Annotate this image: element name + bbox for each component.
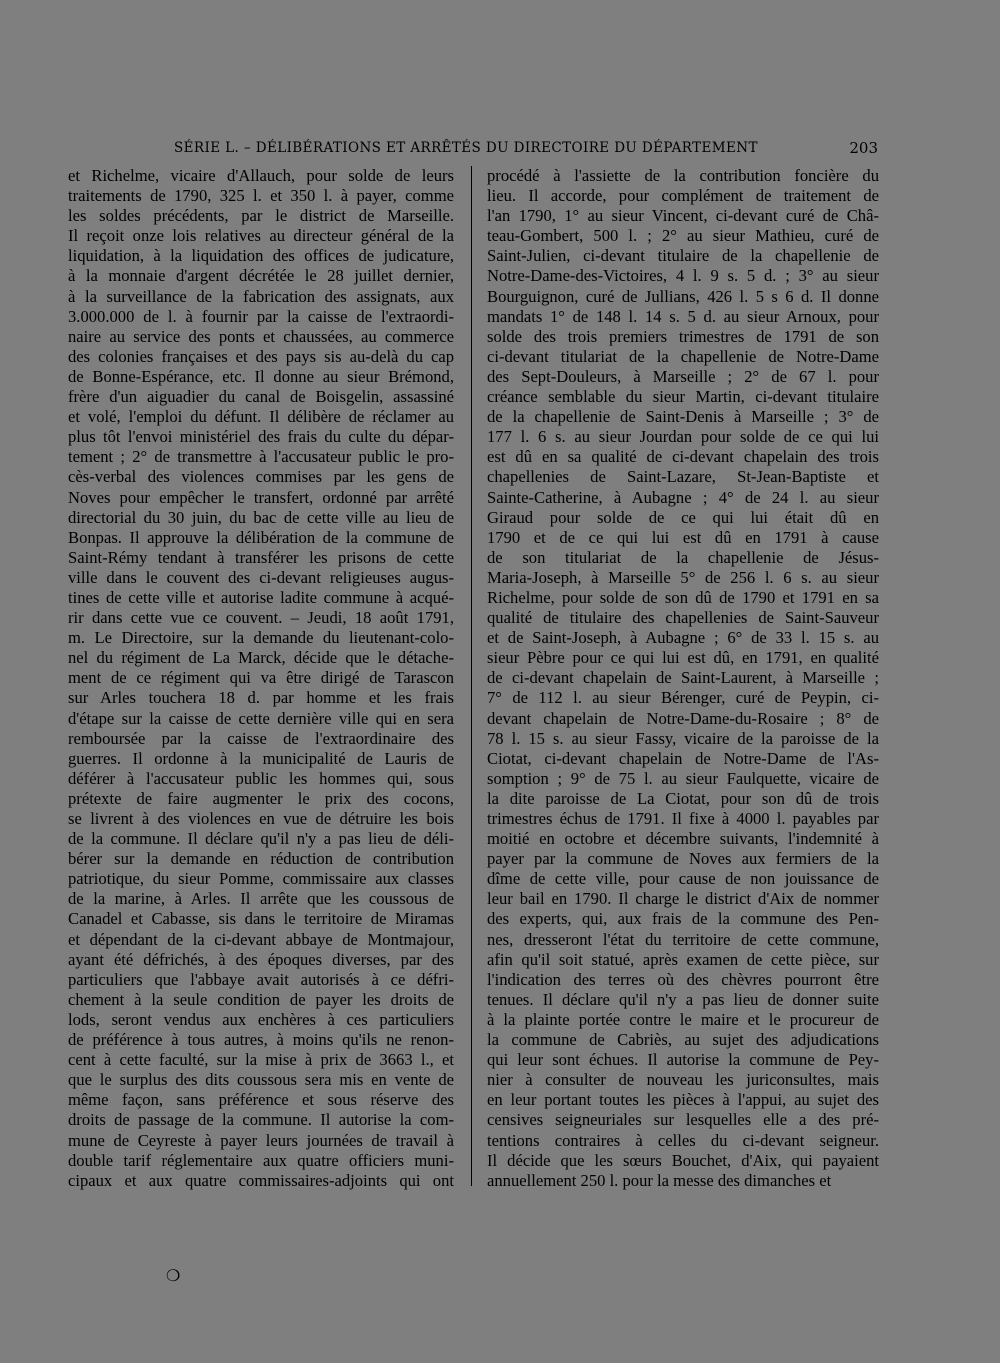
text-line: de la chapellenie de Saint-Denis à Marseille ; 3° de [487,407,879,427]
text-line: procédé à l'assiette de la contribution foncière du [487,166,879,185]
text-line: Il reçoit onze lois relatives au directeur général de la [68,226,454,246]
text-line: Bonpas. Il approuve la délibération de la commune de [68,527,454,547]
text-line: traitements de 1790, 325 l. et 350 l. à payer, comme [68,186,454,206]
text-line: 3.000.000 de l. à fournir par la caisse de l'extraordi- [68,306,454,326]
text-line: mune de Ceyreste à payer leurs journées de travail à [68,1130,454,1150]
text-line: 78 l. 15 s. au sieur Fassy, vicaire de la paroisse de la [487,728,879,748]
text-line: chapellenies de Saint-Lazare, St-Jean-Baptiste et [487,467,879,487]
text-line: déférer à l'accusateur public les hommes qui, sous [68,768,454,788]
text-line: solde des trois premiers trimestres de 1791 de son [487,326,879,346]
text-line: frère d'un aiguadier du canal de Boisgelin, assassiné [68,387,454,407]
text-line: nier à consulter de nouveau les juriconsultes, mais [487,1070,879,1090]
text-line: m. Le Directoire, sur la demande du lieutenant-colo- [68,628,454,648]
text-line: créance semblable du sieur Martin, ci-devant titulaire [487,387,879,407]
text-line: directorial du 30 juin, du bac de cette ville au lieu de [68,507,454,527]
text-line: et volé, l'emploi du défunt. Il délibère de réclamer au [68,407,454,427]
text-line: 177 l. 6 s. au sieur Jourdan pour solde de ce qui lui [487,427,879,447]
text-line: tement ; 2° de transmettre à l'accusateur public le pro- [68,447,454,467]
text-line: tentions contraires à celles du ci-devant seigneur. [487,1130,879,1150]
text-line: chement à la seule condition de payer les droits de [68,989,454,1009]
text-line: ment de ce régiment qui va être dirigé de Tarascon [68,668,454,688]
text-line: droits de passage de la commune. Il autorise la com- [68,1110,454,1130]
text-line: même façon, sans préférence et sous réserve des [68,1090,454,1110]
text-line: trimestres échus de 1791. Il fixe à 4000 l. payables par [487,809,879,828]
text-line: ayant été défrichés, à des époques diverses, par des [68,949,454,969]
text-line: double tarif réglementaire aux quatre officiers muni- [68,1150,454,1170]
text-line: des Sept-Douleurs, à Marseille ; 2° de 67 l. pour [487,366,879,386]
text-line: cipaux et aux quatre commissaires-adjoints qui ont [68,1170,454,1190]
text-line: liquidation, à la liquidation des offices de judicature, [68,246,454,266]
text-line: l'indication des terres où des chèvres pourront être [487,969,879,989]
text-line: ci-devant titulariat de la chapellenie de Notre-Dame [487,346,879,366]
running-header [170,140,880,160]
text-line: qui leur sont échues. Il autorise la commune de Pey- [487,1050,879,1070]
text-line: bérer sur la demande en réduction de contribution [68,849,454,869]
text-line: devant chapelain de Notre-Dame-du-Rosaire ; 8° de [487,708,879,728]
text-line: Giraud pour solde de ce qui lui était dû en [487,507,879,527]
text-line: de la commune. Il déclare qu'il n'y a pas lieu de déli- [68,829,454,849]
text-line: d'étape sur la caisse de cette dernière ville qui en sera [68,708,454,728]
text-line: guerres. Il ordonne à la municipalité de Lauris de [68,748,454,768]
text-line: des experts, qui, aux frais de la commune des Pen- [487,909,879,929]
text-line: dîme de cette ville, pour cause de non jouissance de [487,869,879,889]
text-line: nel du régiment de La Marck, décide que le détache- [68,648,454,668]
text-line: patriotique, du sieur Pomme, commissaire aux classes [68,869,454,889]
text-line: Notre-Dame-des-Victoires, 4 l. 9 s. 5 d. ; 3° au sieur [487,266,879,286]
text-line: Ciotat, ci-devant chapelain de Notre-Dame de l'As- [487,748,879,768]
text-line: sieur Pèbre pour ce qui lui est dû, en 1791, en qualité [487,648,879,668]
text-line: que le surplus des dits coussous sera mis en vente de [68,1070,454,1090]
text-line: plus tôt l'envoi ministériel des frais du culte du dépar- [68,427,454,447]
text-line: ville dans le couvent des ci-devant religieuses augus- [68,567,454,587]
text-line: Saint-Rémy tendant à transférer les prisons de cette [68,547,454,567]
text-line: prétexte de faire augmenter le prix des cocons, [68,788,454,808]
left-text-column [68,166,454,1191]
text-line: cès-verbal des violences commises par les gens de [68,467,454,487]
text-line: de son titulariat de la chapellenie de Jésus- [487,547,879,567]
text-line: de la marine, à Arles. Il arrête que les coussous de [68,889,454,909]
text-line: à la plainte portée contre le maire et le procureur de [487,1009,879,1029]
text-line: lods, seront vendus aux enchères à ces particuliers [68,1009,454,1029]
text-line: particuliers que l'abbaye avait autorisés à ce défri- [68,969,454,989]
text-line: en leur portant toutes les pièces à l'appui, au sujet des [487,1090,879,1110]
text-line: annuellement 250 l. pour la messe des dimanches et [487,1170,832,1190]
text-line: et Richelme, vicaire d'Allauch, pour solde de leurs [68,166,454,185]
text-line: mandats 1° de 148 l. 14 s. 5 d. au sieur Arnoux, pour [487,306,879,326]
text-line: lieu. Il accorde, pour complément de traitement de [487,186,879,206]
text-line: Richelme, pour solde de son dû de 1790 et 1791 en sa [487,587,879,607]
text-line: somption ; 9° de 75 l. au sieur Faulquette, vicaire de [487,768,879,788]
text-line: Bourguignon, curé de Jullians, 426 l. 5 s 6 d. Il donne [487,286,879,306]
text-line: Sainte-Catherine, à Aubagne ; 4° de 24 l. au sieur [487,487,879,507]
text-line: des colonies françaises et des pays sis au-delà du cap [68,346,454,366]
text-line: 7° de 112 l. au sieur Bérenger, curé de Peypin, ci- [487,688,879,708]
text-line: de ci-devant chapelain de Saint-Laurent, à Marseille ; [487,668,879,688]
text-line: de préférence à tous autres, à moins qu'ils ne renon- [68,1030,454,1050]
text-line: est dû en sa qualité de ci-devant chapelain des trois [487,447,879,467]
page-number: 203 [849,139,878,157]
text-line: tenues. Il déclare qu'il n'y a pas lieu de donner suite [487,989,879,1009]
text-line: l'an 1790, 1° au sieur Vincent, ci-devant curé de Châ- [487,206,879,226]
text-line: Noves pour empêcher le transfert, ordonné par arrêté [68,487,454,507]
text-line: 1790 et de ce qui lui est dû en 1791 à cause [487,527,879,547]
text-line: nes, dresseront l'état du territoire de cette commune, [487,929,879,949]
text-line: Canadel et Cabasse, sis dans le territoire de Miramas [68,909,454,929]
text-line: et de Saint-Joseph, à Aubagne ; 6° de 33 l. 15 s. au [487,628,879,648]
header-title: SÉRIE L. – DÉLIBÉRATIONS ET ARRÊTÉS DU DIRECTOIRE DU DÉPARTEMENT [174,140,758,156]
text-line: rir dans cette vue ce couvent. – Jeudi, 18 août 1791, [68,608,454,628]
text-line: leur bail en 1790. Il charge le district d'Aix de nommer [487,889,879,909]
text-line: cent à cette faculté, sur la mise à prix de 3663 l., et [68,1050,454,1070]
text-line: la commune de Cabriès, au sujet des adjudications [487,1030,879,1050]
text-line: teau-Gombert, 500 l. ; 2° au sieur Mathieu, curé de [487,226,879,246]
text-line: moitié en octobre et décembre suivants, l'indemnité à [487,829,879,849]
column-divider [471,166,472,1186]
text-line: la dite paroisse de La Ciotat, pour son dû de trois [487,788,879,808]
right-text-column [487,166,879,1191]
text-line: afin qu'il soit statué, après examen de cette pièce, sur [487,949,879,969]
text-line: Il décide que les sœurs Bouchet, d'Aix, qui payaient [487,1150,879,1170]
text-line: se livrent à des violences en vue de détruire les bois [68,809,454,828]
text-line: tines de cette ville et autorise ladite commune à acqué- [68,587,454,607]
text-line: de Bonne-Espérance, etc. Il donne au sieur Brémond, [68,366,454,386]
text-line: censives seigneuriales sur lesquelles elle a des pré- [487,1110,879,1130]
text-line: payer par la commune de Noves aux fermiers de la [487,849,879,869]
text-line: et dépendant de la ci-devant abbaye de Montmajour, [68,929,454,949]
text-line: qualité de titulaire des chapellenies de Saint-Sauveur [487,608,879,628]
text-line: les soldes précédents, par le district de Marseille. [68,206,454,226]
text-line: sur Arles touchera 18 d. par homme et les frais [68,688,454,708]
ornament-mark: ❍ [166,1266,181,1285]
text-line: remboursée par la caisse de l'extraordinaire des [68,728,454,748]
text-line: naire au service des ponts et chaussées, au commerce [68,326,454,346]
text-line: à la monnaie d'argent décrétée le 28 juillet dernier, [68,266,454,286]
text-line: Saint-Julien, ci-devant titulaire de la chapellenie de [487,246,879,266]
text-line: à la surveillance de la fabrication des assignats, aux [68,286,454,306]
text-line: Maria-Joseph, à Marseille 5° de 256 l. 6 s. au sieur [487,567,879,587]
